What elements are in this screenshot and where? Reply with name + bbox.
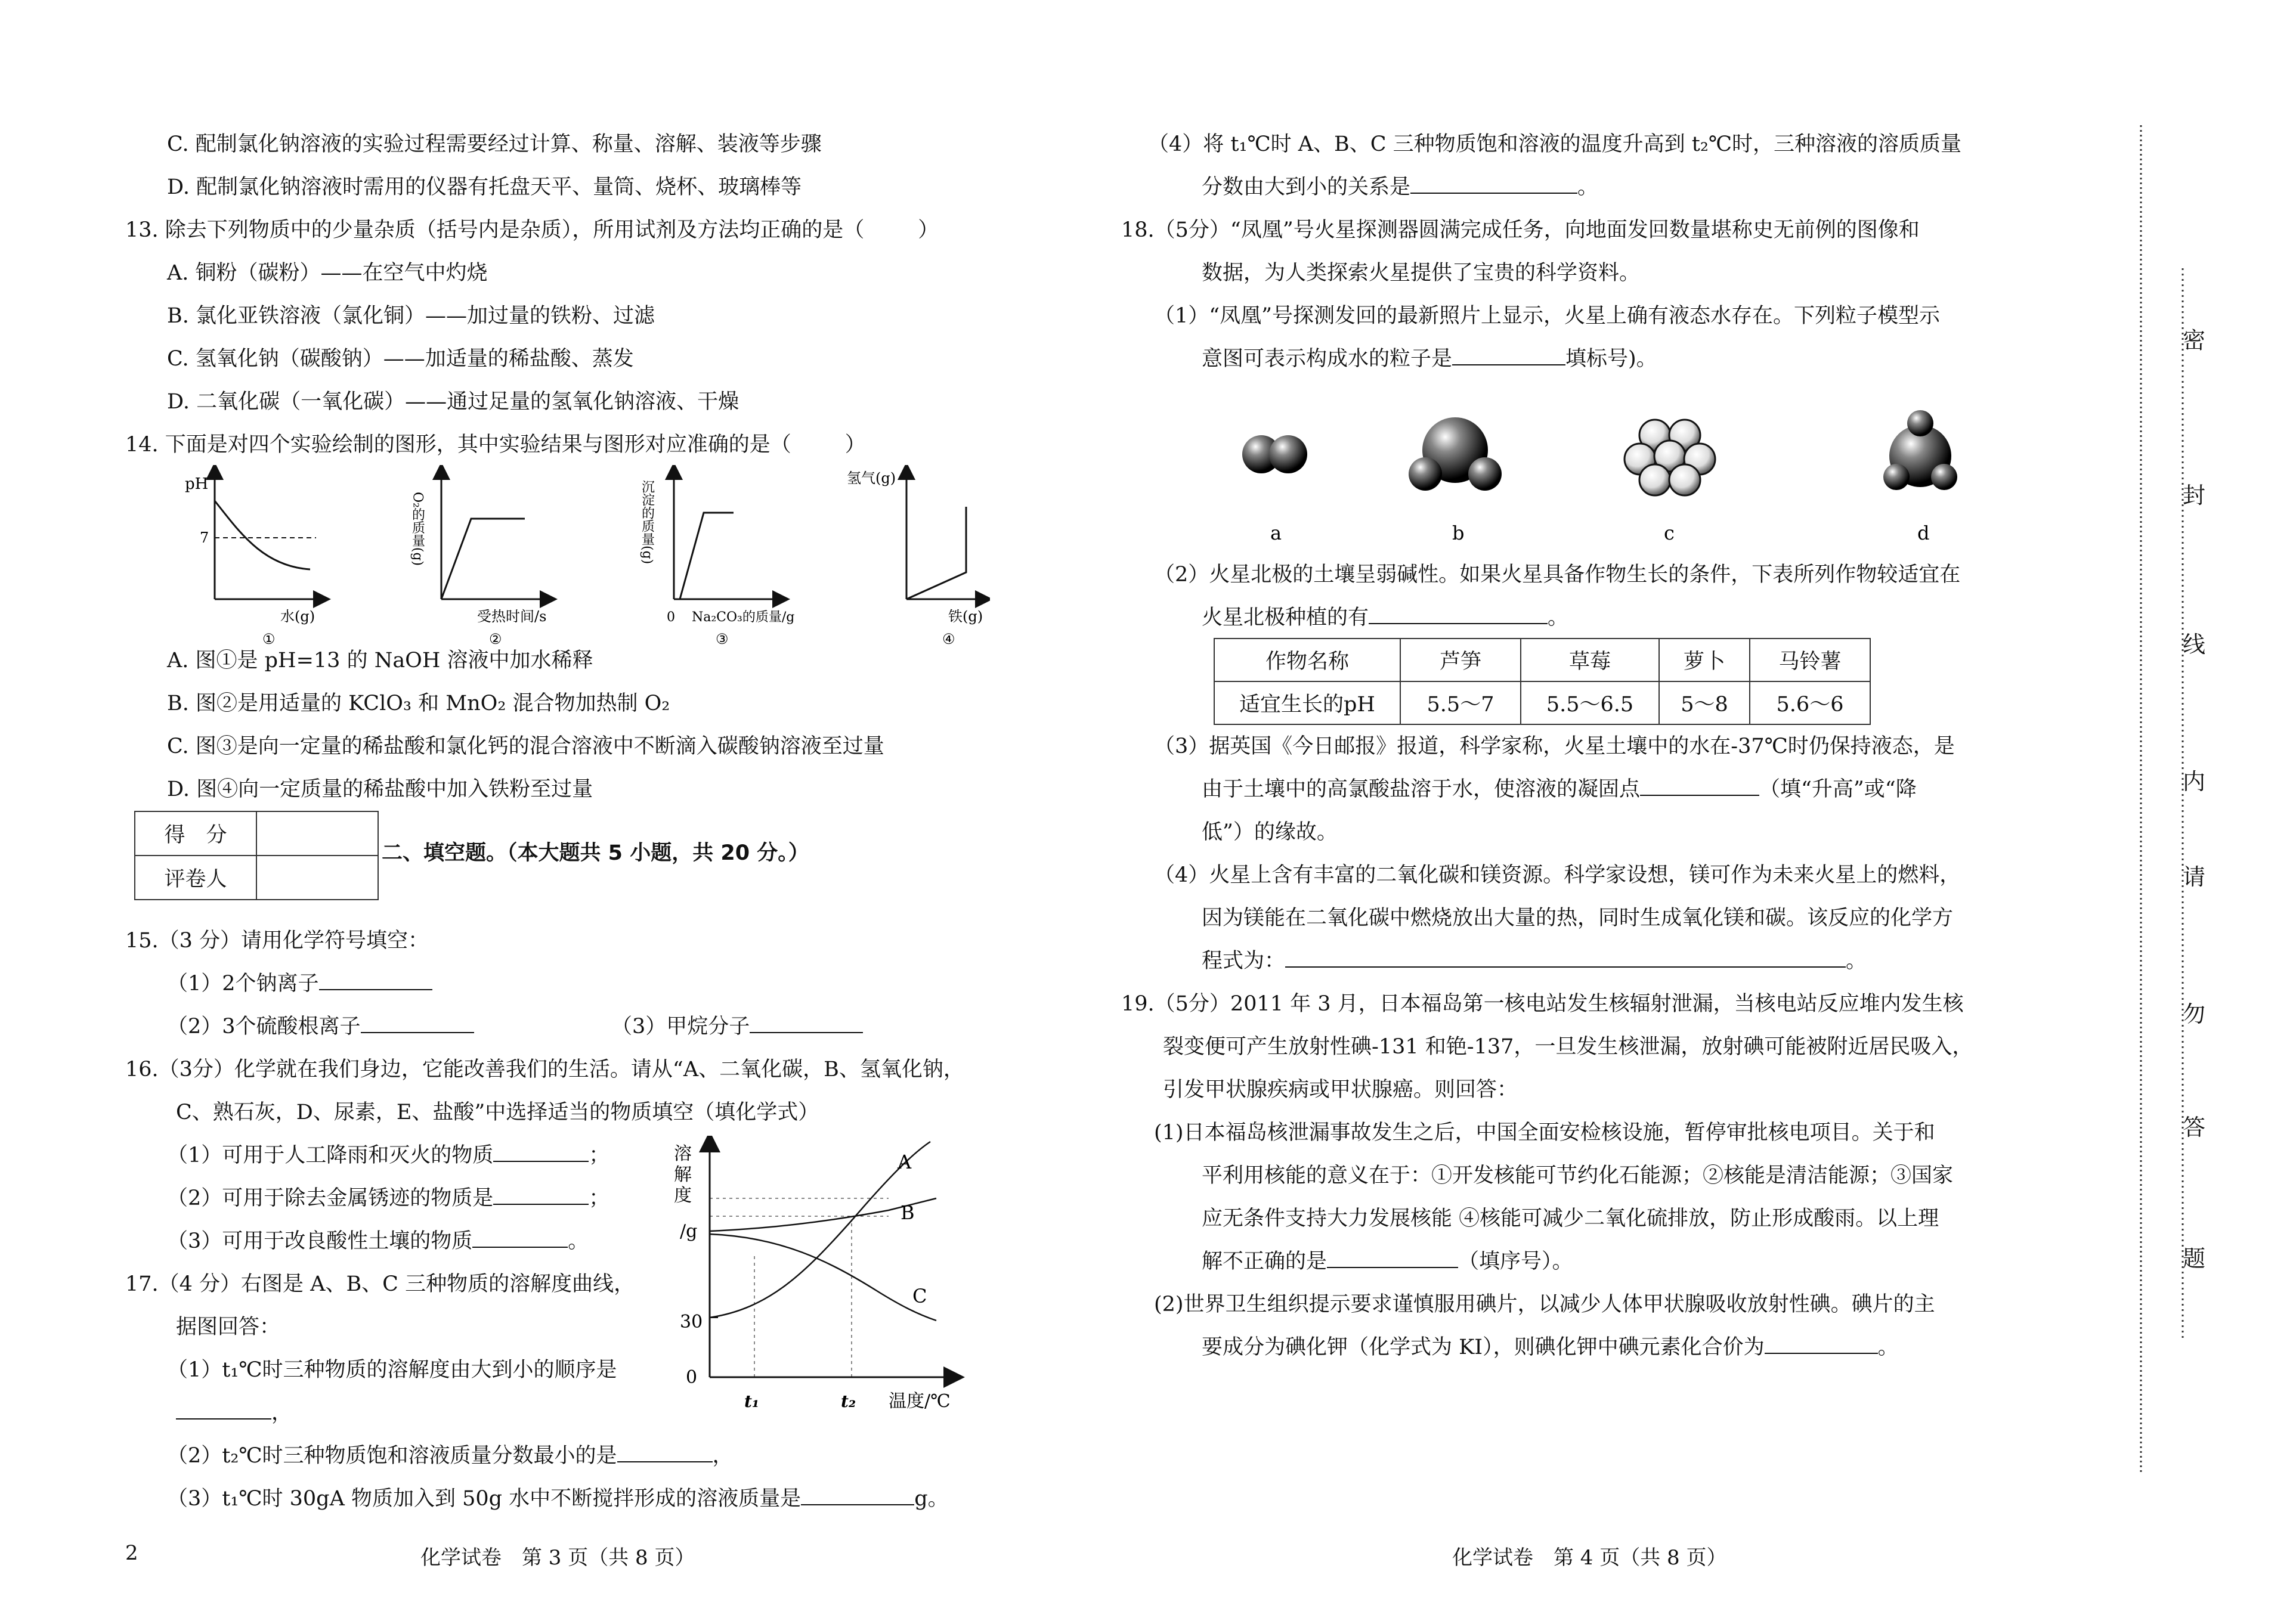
q12-option-c: C. 配制氯化钠溶液的实验过程需要经过计算、称量、溶解、装液等步骤 [167, 132, 822, 156]
q18-part-4: （4）火星上含有丰富的二氧化碳和镁资源。科学家设想，镁可作为未来火星上的燃料， [1154, 863, 1961, 887]
q15-part-3-text: （3）甲烷分子 [611, 1015, 750, 1039]
q15-part-1-text: （1）2个钠离子 [167, 972, 319, 996]
q19-part-1-d-text: 解不正确的是 [1202, 1250, 1328, 1273]
seal-char: 勿 [2183, 1001, 2206, 1027]
graph2-number: ② [489, 631, 502, 647]
graph1-number: ① [262, 631, 276, 647]
q15-part-1 [167, 970, 432, 997]
sol-label-a: A [898, 1151, 912, 1173]
table-cell: 5.6～6 [1750, 681, 1870, 724]
q16-part-2-text: （2）可用于除去金属锈迹的物质是 [167, 1186, 494, 1210]
q18-part-1-b-text: 意图可表示构成水的粒子是 [1202, 347, 1453, 371]
solubility-chart [662, 1136, 972, 1416]
model-c [1624, 420, 1715, 495]
q15-part-3 [611, 1013, 863, 1040]
q13-option-c: C. 氢氧化钠（碳酸钠）——加适量的稀盐酸、蒸发 [167, 347, 634, 371]
seal-char: 密 [2183, 327, 2206, 354]
q14-stem [125, 431, 866, 458]
section-2-title: 二、填空题。（本大题共 5 小题，共 20 分。） [382, 841, 809, 865]
q15-blank-2[interactable] [361, 1014, 474, 1033]
table-cell: 马铃薯 [1750, 639, 1870, 681]
q17-stem-2: 据图回答： [176, 1315, 281, 1339]
q17-part-4-b-text: 分数由大到小的关系是 [1202, 175, 1411, 199]
q13-stem-text: 13. 除去下列物质中的少量杂质（括号内是杂质），所用试剂及方法均正确的是（ [125, 218, 865, 242]
q16-part-1-text: （1）可用于人工降雨和灭火的物质 [167, 1143, 494, 1167]
q14-option-d: D. 图④向一定质量的稀盐酸中加入铁粉至过量 [167, 777, 593, 801]
q14-stem-end: ） [844, 433, 866, 457]
q15-part-2 [167, 1013, 474, 1040]
q16-blank-3[interactable] [472, 1229, 568, 1248]
q18-part-1-b [1202, 345, 1657, 373]
table-cell: 适宜生长的pH [1214, 681, 1400, 724]
sol-yunit: /g [680, 1221, 698, 1242]
sol-t1: t₁ [744, 1391, 760, 1411]
q13-stem [125, 216, 939, 244]
seal-char: 线 [2183, 631, 2206, 658]
table-cell: 芦笋 [1400, 639, 1521, 681]
graph1-tick-7: 7 [200, 529, 209, 546]
sol-tick-30: 30 [680, 1312, 703, 1332]
q18-part-3-b-end: （填“升高”或“降 [1759, 777, 1917, 801]
graph3-number: ③ [716, 631, 729, 647]
q19-part-2: (2)世界卫生组织提示要求谨慎服用碘片，以减少人体甲状腺吸收放射性碘。碘片的主 [1154, 1293, 1935, 1316]
q19-stem-3: 引发甲状腺疾病或甲状腺癌。则回答： [1163, 1078, 1518, 1102]
left-footer-number: 2 [125, 1541, 138, 1565]
graph2-xlabel: 受热时间/s [477, 608, 547, 625]
q18-part-3-b-text: 由于土壤中的高氯酸盐溶于水，使溶液的凝固点 [1202, 777, 1641, 801]
score-cell[interactable] [256, 811, 378, 856]
grader-cell[interactable] [256, 856, 378, 900]
q17-blank-4[interactable] [1410, 175, 1577, 194]
graph4-xlabel: 铁(g) [948, 608, 983, 625]
q19-stem-2: 裂变便可产生放射性碘-131 和铯-137，一旦发生核泄漏，放射碘可能被附近居民吸入， [1163, 1035, 1973, 1059]
model-label-c: c [1664, 522, 1675, 544]
q16-stem: 16.（3分）化学就在我们身边，它能改善我们的生活。请从“A、二氧化碳，B、氢氧化钠， [125, 1058, 964, 1081]
q16-stem-2: C、熟石灰，D、尿素，E、盐酸”中选择适当的物质填空（填化学式） [176, 1101, 819, 1124]
sol-ylabel-2: 解 [674, 1164, 692, 1185]
q17-part-3-text: （3）t₁℃时 30gA 物质加入到 50g 水中不断搅拌形成的溶液质量是 [167, 1487, 802, 1511]
table-cell: 5.5～7 [1400, 681, 1521, 724]
table-row [1214, 639, 1870, 681]
q14-graphs [167, 465, 990, 650]
q14-option-a: A. 图①是 pH=13 的 NaOH 溶液中加水稀释 [167, 649, 593, 672]
q15-blank-1[interactable] [319, 971, 432, 990]
q18-part-1: （1）“凤凰”号探测发回的最新照片上显示，火星上确有液态水存在。下列粒子模型示 [1154, 304, 1941, 328]
q15-stem: 15.（3 分）请用化学符号填空： [125, 929, 429, 953]
graph1-ylabel: pH [185, 475, 209, 493]
sol-label-b: B [901, 1201, 915, 1224]
q16-part-2 [167, 1185, 609, 1212]
graph4-number: ④ [942, 631, 955, 647]
q17-part-4: （4）将 t₁℃时 A、B、C 三种物质饱和溶液的温度升高到 t₂℃时，三种溶液的溶质质量 [1148, 132, 1962, 156]
crop-ph-table [1214, 638, 1871, 725]
seal-char: 请 [2183, 864, 2206, 890]
left-page [0, 0, 1133, 1624]
q16-part-3 [167, 1228, 589, 1255]
q18-part-4-c [1202, 947, 1867, 975]
q18-part-2: （2）火星北极的土壤呈弱碱性。如果火星具备作物生长的条件，下表所列作物较适宜在 [1154, 563, 1961, 587]
q19-stem: 19.（5分）2011 年 3 月，日本福岛第一核电站发生核辐射泄漏，当核电站反应堆内发生核 [1121, 992, 1964, 1016]
table-row [1214, 681, 1870, 724]
q19-part-1-c: 应无条件支持大力发展核能 ④核能可减少二氧化硫排放，防止形成酸雨。以上理 [1202, 1207, 1939, 1231]
seal-char: 题 [2183, 1245, 2206, 1272]
graph-2 [410, 471, 549, 647]
graph-4 [847, 470, 984, 647]
model-label-b: b [1452, 522, 1465, 544]
q18-part-2-b-text: 火星北极种植的有 [1202, 606, 1369, 630]
grader-label: 评卷人 [135, 856, 256, 900]
sol-origin: 0 [686, 1367, 698, 1388]
q19-part-1: (1)日本福岛核泄漏事故发生之后，中国全面安检核设施，暂停审批核电项目。关于和 [1154, 1121, 1935, 1145]
q18-stem-2: 数据，为人类探索火星提供了宝贵的科学资料。 [1202, 261, 1641, 285]
q18-part-3: （3）据英国《今日邮报》报道，科学家称，火星土壤中的水在-37℃时仍保持液态，是 [1154, 734, 1955, 758]
score-box [134, 811, 379, 900]
q18-blank-2[interactable] [1369, 605, 1548, 624]
q13-option-b: B. 氯化亚铁溶液（氯化铜）——加过量的铁粉、过滤 [167, 304, 655, 328]
sol-t2: t₂ [841, 1391, 856, 1411]
seal-char: 内 [2183, 768, 2206, 795]
model-b [1409, 417, 1502, 491]
q17-part-4-end: 。 [1577, 175, 1599, 199]
table-cell: 作物名称 [1214, 639, 1400, 681]
q17-blank-3[interactable] [801, 1486, 914, 1505]
q16-part-1 [167, 1142, 609, 1169]
q18-blank-4[interactable] [1285, 949, 1846, 968]
q13-option-a: A. 铜粉（碳粉）——在空气中灼烧 [167, 261, 488, 285]
q17-part-1: （1）t₁℃时三种物质的溶解度由大到小的顺序是 [167, 1358, 617, 1382]
q16-part-3-text: （3）可用于改良酸性土壤的物质 [167, 1229, 473, 1253]
graph-3 [640, 471, 795, 647]
q16-part-2-end: ； [589, 1186, 610, 1210]
left-footer: 化学试卷 第 3 页（共 8 页） [420, 1546, 695, 1570]
q18-part-4-c-text: 程式为： [1202, 949, 1286, 973]
q19-part-2-b-end: 。 [1877, 1335, 1899, 1359]
q17-part-2 [167, 1442, 734, 1470]
q17-part-1-answer [176, 1399, 292, 1427]
q19-part-1-d-end: （填序号）。 [1458, 1250, 1573, 1273]
graph2-ylabel: O₂的质量(g) [410, 492, 425, 566]
model-d [1883, 410, 1957, 490]
q17-stem: 17.（4 分）右图是 A、B、C 三种物质的溶解度曲线， [125, 1272, 635, 1296]
q18-part-2-b-end: 。 [1548, 606, 1569, 630]
q18-blank-3[interactable] [1640, 777, 1759, 796]
graph-1 [185, 471, 322, 647]
q19-part-2-b-text: 要成分为碘化钾（化学式为 KI），则碘化钾中碘元素化合价为 [1202, 1335, 1765, 1359]
q18-stem: 18.（5分）“凤凰”号火星探测器圆满完成任务，向地面发回数量堪称史无前例的图像和 [1121, 218, 1920, 242]
q13-option-d: D. 二氧化碳（一氧化碳）——通过足量的氢氧化钠溶液、干燥 [167, 390, 739, 414]
seal-char: 封 [2183, 482, 2206, 509]
table-cell: 5～8 [1659, 681, 1750, 724]
q18-part-4-c-end: 。 [1846, 949, 1867, 973]
q19-part-2-b [1202, 1334, 1899, 1361]
q18-part-2-b [1202, 604, 1568, 631]
q17-part-3-end: g。 [914, 1487, 949, 1511]
graph3-origin: 0 [667, 610, 675, 625]
q17-part-3 [167, 1485, 949, 1513]
score-label: 得 分 [135, 811, 256, 856]
table-cell: 萝卜 [1659, 639, 1750, 681]
graph3-xlabel: Na₂CO₃的质量/g [692, 610, 795, 625]
q18-part-4-b: 因为镁能在二氧化碳中燃烧放出大量的热，同时生成氧化镁和碳。该反应的化学方 [1202, 906, 1954, 930]
graph4-ylabel: 氢气(g) [847, 470, 896, 486]
table-cell: 草莓 [1521, 639, 1659, 681]
sol-ylabel-3: 度 [674, 1185, 692, 1206]
q15-part-2-text: （2）3个硫酸根离子 [167, 1015, 361, 1039]
q17-part-2-text: （2）t₂℃时三种物质饱和溶液质量分数最小的是 [167, 1444, 617, 1468]
graph3-ylabel: 沉淀的质量(g) [639, 480, 655, 565]
particle-models [1217, 399, 1992, 560]
q18-part-3-c: 低”）的缘故。 [1202, 820, 1338, 844]
q19-blank-2[interactable] [1765, 1335, 1878, 1354]
q18-part-3-b [1202, 776, 1917, 803]
q14-option-c: C. 图③是向一定量的稀盐酸和氯化钙的混合溶液中不断滴入碳酸钠溶液至过量 [167, 734, 884, 758]
q19-part-1-b: 平利用核能的意义在于：①开发核能可节约化石能源；②核能是清洁能源；③国家 [1202, 1164, 1954, 1188]
seal-char: 答 [2183, 1114, 2206, 1140]
q16-blank-2[interactable] [493, 1186, 589, 1205]
q17-part-2-end: ， [712, 1444, 734, 1468]
sol-ylabel-1: 溶 [674, 1143, 692, 1164]
table-cell: 5.5～6.5 [1521, 681, 1659, 724]
q13-stem-end: ） [918, 218, 939, 242]
q12-option-d: D. 配制氯化钠溶液时需用的仪器有托盘天平、量筒、烧杯、玻璃棒等 [167, 175, 802, 199]
q16-part-1-end: ； [589, 1143, 610, 1167]
q16-blank-1[interactable] [493, 1143, 589, 1162]
q19-part-1-d [1202, 1248, 1573, 1275]
q17-part-1-end: ， [271, 1401, 293, 1425]
q16-part-3-end: 。 [568, 1229, 589, 1253]
model-a [1242, 435, 1307, 473]
sol-xlabel: 温度/℃ [889, 1391, 951, 1412]
q15-blank-3[interactable] [750, 1014, 863, 1033]
q14-option-b: B. 图②是用适量的 KClO₃ 和 MnO₂ 混合物加热制 O₂ [167, 692, 670, 715]
q18-blank-1[interactable] [1452, 346, 1565, 365]
q17-blank-1[interactable] [176, 1400, 271, 1420]
q14-stem-text: 14. 下面是对四个实验绘制的图形，其中实验结果与图形对应准确的是（ [125, 433, 791, 457]
graph1-xlabel: 水(g) [280, 608, 315, 625]
model-label-d: d [1917, 522, 1930, 544]
q19-blank-1[interactable] [1327, 1249, 1458, 1268]
right-footer: 化学试卷 第 4 页（共 8 页） [1452, 1546, 1727, 1570]
q17-blank-2[interactable] [617, 1443, 713, 1462]
q18-part-1-b-end: 填标号)。 [1565, 347, 1657, 371]
sol-label-c: C [912, 1285, 927, 1307]
model-label-a: a [1270, 522, 1282, 544]
q17-part-4-b [1202, 173, 1598, 201]
